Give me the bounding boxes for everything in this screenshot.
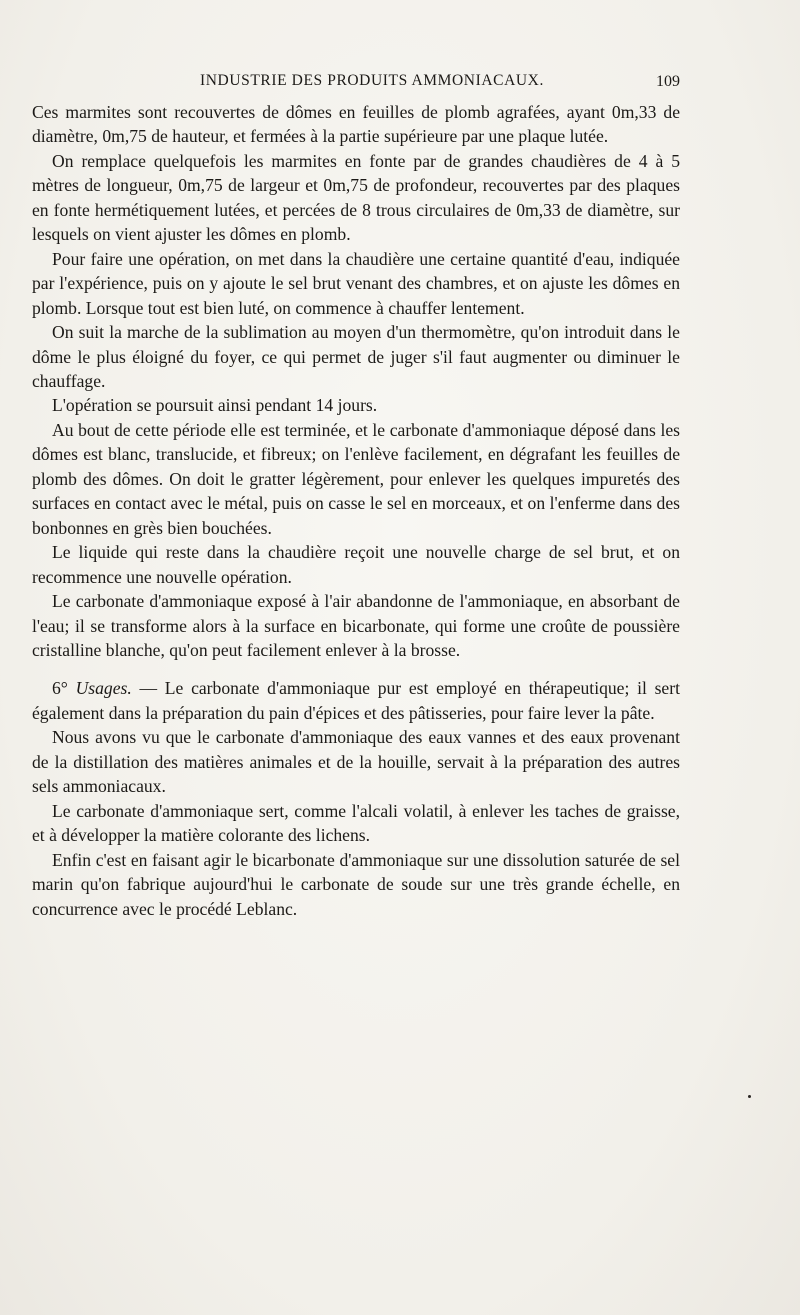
usage-lead-text: Le carbonate d'ammoniaque pur est employé en thérapeutique; il sert également dans la préparation du pain d'épices et des pâtisseries, pour faire lever la pâte. <box>32 678 680 723</box>
paragraph: Au bout de cette période elle est terminée, et le carbonate d'ammoniaque déposé dans les dômes est blanc, translucide, et fibreux; on l'enlève facilement, en dégrafant les feuilles de plomb des dômes. On doit le gratter légèrement, pour enlever les quelques impuretés des surfaces en contact avec le métal, puis on casse le sel en morceaux, et on l'enferme dans des bonbonnes en grès bien bouchées. <box>32 419 680 538</box>
page-number: 109 <box>656 73 680 90</box>
usage-section <box>32 676 680 725</box>
paragraph: Pour faire une opération, on met dans la chaudière une certaine quantité d'eau, indiquée par l'expérience, puis on y ajoute le sel brut venant des chambres, et on ajuste les dômes en plomb. Lorsque tout est bien luté, on commence à chauffer lentement. <box>32 248 680 318</box>
paragraph: Nous avons vu que le carbonate d'ammoniaque des eaux vannes et des eaux provenant de la distillation des matières animales et de la houille, servait à la préparation des autres sels ammoniacaux. <box>32 727 680 797</box>
section-title: Usages. <box>75 678 132 699</box>
paragraph: Le liquide qui reste dans la chaudière reçoit une nouvelle charge de sel brut, et on recommence une nouvelle opération. <box>32 542 680 587</box>
section-dash: — <box>139 678 158 699</box>
paragraph: On remplace quelquefois les marmites en fonte par de grandes chaudières de 4 à 5 mètres de longueur, 0m,75 de largeur et 0m,75 de profondeur, recouvertes par des plaques en fonte hermétiquement lutées, et percées de 8 trous circulaires de 0m,33 de diamètre, sur lesquels on vient ajuster les dômes en plomb. <box>32 150 680 245</box>
running-head <box>32 72 680 94</box>
ink-speck <box>748 1095 751 1098</box>
paragraph: Ces marmites sont recouvertes de dômes en feuilles de plomb agrafées, ayant 0m,33 de diamètre, 0m,75 de hauteur, et fermées à la partie supérieure par une plaque lutée. <box>32 102 680 147</box>
paragraph: On suit la marche de la sublimation au moyen d'un thermomètre, qu'on introduit dans le dôme le plus éloigné du foyer, ce qui permet de juger s'il faut augmenter ou diminuer le chauffage. <box>32 322 680 391</box>
paragraph: Le carbonate d'ammoniaque sert, comme l'alcali volatil, à enlever les taches de graisse, et à développer la matière colorante des lichens. <box>32 800 680 846</box>
paragraph: Le carbonate d'ammoniaque exposé à l'air abandonne de l'ammoniaque, en absorbant de l'eau; il se transforme alors à la surface en bicarbonate, qui forme une croûte de poussière cristalline blanche, qu'on peut facilement enlever à la brosse. <box>32 591 680 660</box>
body-text <box>32 100 680 921</box>
paragraph: L'opération se poursuit ainsi pendant 14 jours. <box>52 395 378 416</box>
running-head-title: INDUSTRIE DES PRODUITS AMMONIACAUX. <box>200 72 544 89</box>
section-number: 6° <box>52 678 68 699</box>
paragraph: Enfin c'est en faisant agir le bicarbonate d'ammoniaque sur une dissolution saturée de sel marin qu'on fabrique aujourd'hui le carbonate de soude sur une très grande échelle, en concurrence avec le procédé Leblanc. <box>32 849 680 919</box>
